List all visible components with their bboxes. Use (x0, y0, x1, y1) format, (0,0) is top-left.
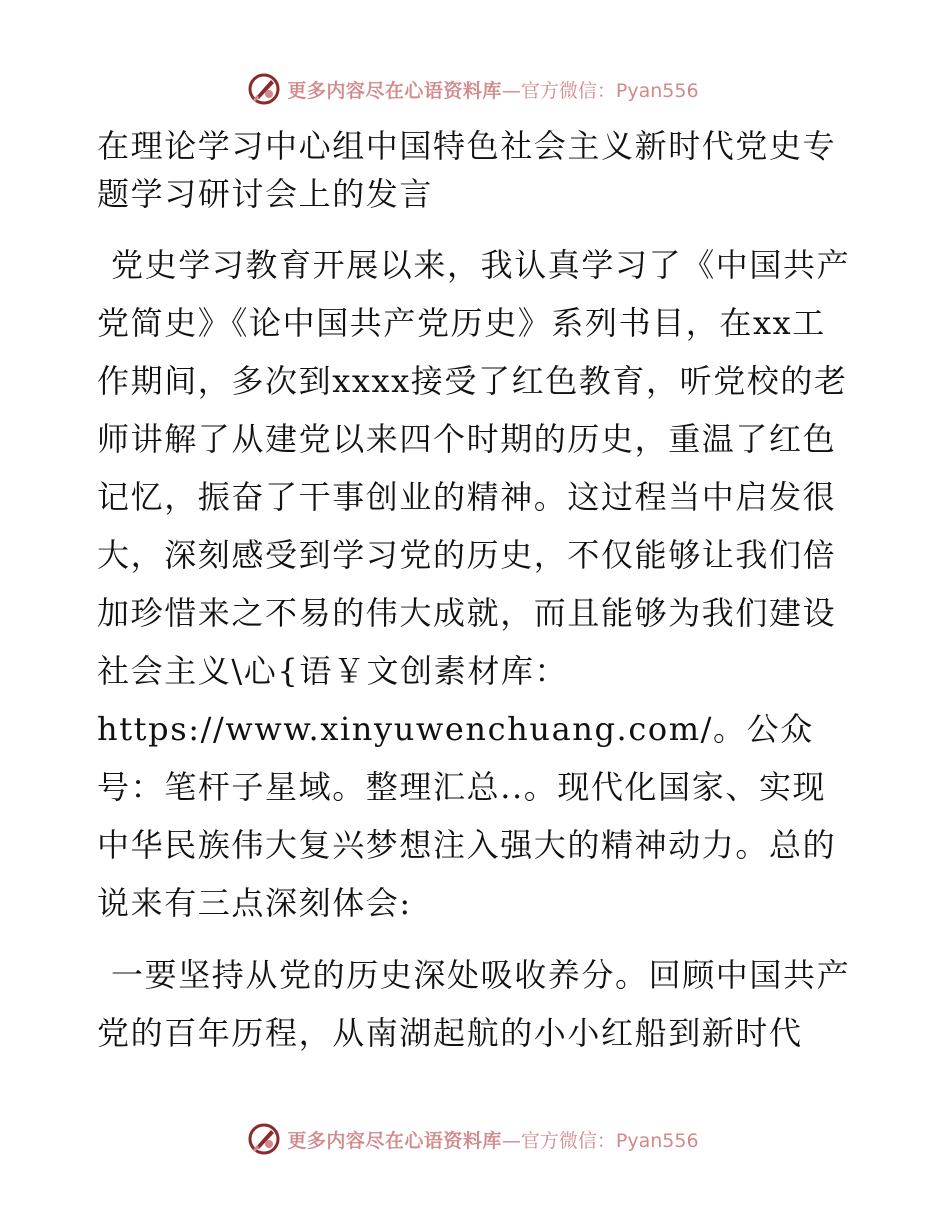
page-footer (0, 1122, 950, 1156)
page-header (0, 72, 950, 106)
header-wechat-text: —官方微信：Pyan556 (501, 79, 699, 102)
quill-logo-icon (247, 72, 281, 106)
paragraph-point-one: 一要坚持从党的历史深处吸收养分。回顾中国共产党的百年历程，从南湖起航的小小红船到新时代 (97, 956, 851, 1052)
footer-brand (247, 1122, 698, 1156)
header-brand-text: 更多内容尽在心语资料库 (287, 79, 502, 102)
paragraph-intro: 党史学习教育开展以来，我认真学习了《中国共产党简史》《论中国共产党历史》系列书目，在xx工作期间，多次到xxxx接受了红色教育，听党校的老师讲解了从建党以来四个时期的历史，重温了红色记忆，振奋了干事创业的精神。这过程当中启发很大，深刻感受到学习党的历史，不仅能够让我们倍加珍惜来之不易的伟大成就，而且能够为我们建设社会主义\心{语￥文创素材库：https://www.xinyuwenchuang.com/。公众号：笔杆子星域。整理汇总..。现代化国家、实现中华民族伟大复兴梦想注入强大的精神动力。总的说来有三点深刻体会: (97, 246, 851, 922)
quill-logo-icon (247, 1122, 281, 1156)
footer-brand-text: 更多内容尽在心语资料库 (287, 1129, 502, 1152)
document-body (97, 122, 857, 1076)
header-brand (247, 72, 698, 106)
document-title: 在理论学习中心组中国特色社会主义新时代党史专题学习研讨会上的发言 (97, 127, 837, 213)
footer-wechat-text: —官方微信：Pyan556 (501, 1129, 699, 1152)
